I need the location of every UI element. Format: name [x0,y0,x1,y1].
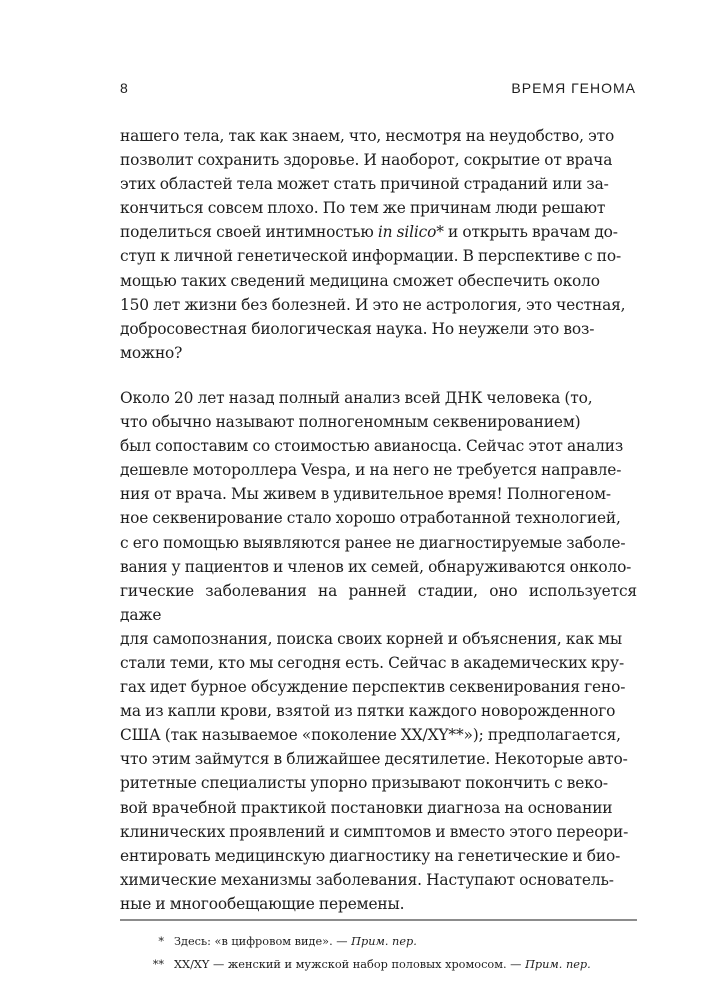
footnote-2-attribution: Прим. пер. [525,958,591,971]
footnote-2 [120,953,637,976]
footnote-2-body [174,953,591,976]
footnote-2-marker: ** [152,958,164,971]
paragraph-1-part-2: * и открыть врачам до- ступ к личной генетической информации. В перспективе с по- мощью таких сведений медицина сможет обеспечить около 150 лет жизни без болезней. И это не астрология, это честная, добросовестная биологическая наука. Но неужели это воз- можно? [120,223,626,362]
paragraph-1-italic-term: in silico [377,223,437,242]
footnotes [120,930,637,976]
book-title: ВРЕМЯ ГЕНОМА [511,80,636,96]
footnote-divider [120,919,637,921]
running-head [120,80,636,100]
footnote-1-attribution: Прим. пер. [351,935,417,948]
paragraph-1-part-1: нашего тела, так как знаем, что, несмотря на неудобство, это позволит сохранить здоровье. И наоборот, сокрытие от врача этих областей тела может стать причиной страданий или за- кончиться совсем плохо. По тем же причинам люди решают поделиться своей интимностью [120,127,615,242]
page-number: 8 [120,80,129,96]
footnote-1-body [174,930,417,953]
footnote-1-text: Здесь: «в цифровом виде». — [174,935,352,948]
paragraph-1 [120,124,637,365]
body-text [120,124,637,916]
footnote-1-marker: * [158,935,164,948]
footnote-1 [120,930,637,953]
paragraph-2: Около 20 лет назад полный анализ всей ДНК человека (то, что обычно называют полногеномным секвенированием) был сопоставим со стоимостью авианосца. Сейчас этот анализ дешевле мотороллера Vespa, и на него не требуется направле- ния от врача. Мы живем в удивительное время! Полногеном- ное секвенирование стало хорошо отработанной технологией, с его помощью выявляются ранее не диагностируемые заболе- вания у пациентов и членов их семей, обнаруживаются онколо- гические заболевания на ранней стадии, оно используется даже для самопознания, поиска своих корней и объяснения, как мы стали теми, кто мы сегодня есть. Сейчас в академических кру- гах идет бурное обсуждение перспектив секвенирования гено- ма из капли крови, взятой из пятки каждого новорожденного США (так называемое «поколение XX/XY**»); предполагается, что этим займутся в ближайшее десятилетие. Некоторые авто- ритетные специалисты упорно призывают покончить с веко- вой врачебной практикой постановки диагноза на основании клинических проявлений и симптомов и вместо этого переори- ентировать медицинскую диагностику на генетические и био- химические механизмы заболевания. Наступают основатель- ные и многообещающие перемены. [120,388,637,913]
footnote-2-text: XX/XY — женский и мужской набор половых хромосом. — [174,958,526,971]
